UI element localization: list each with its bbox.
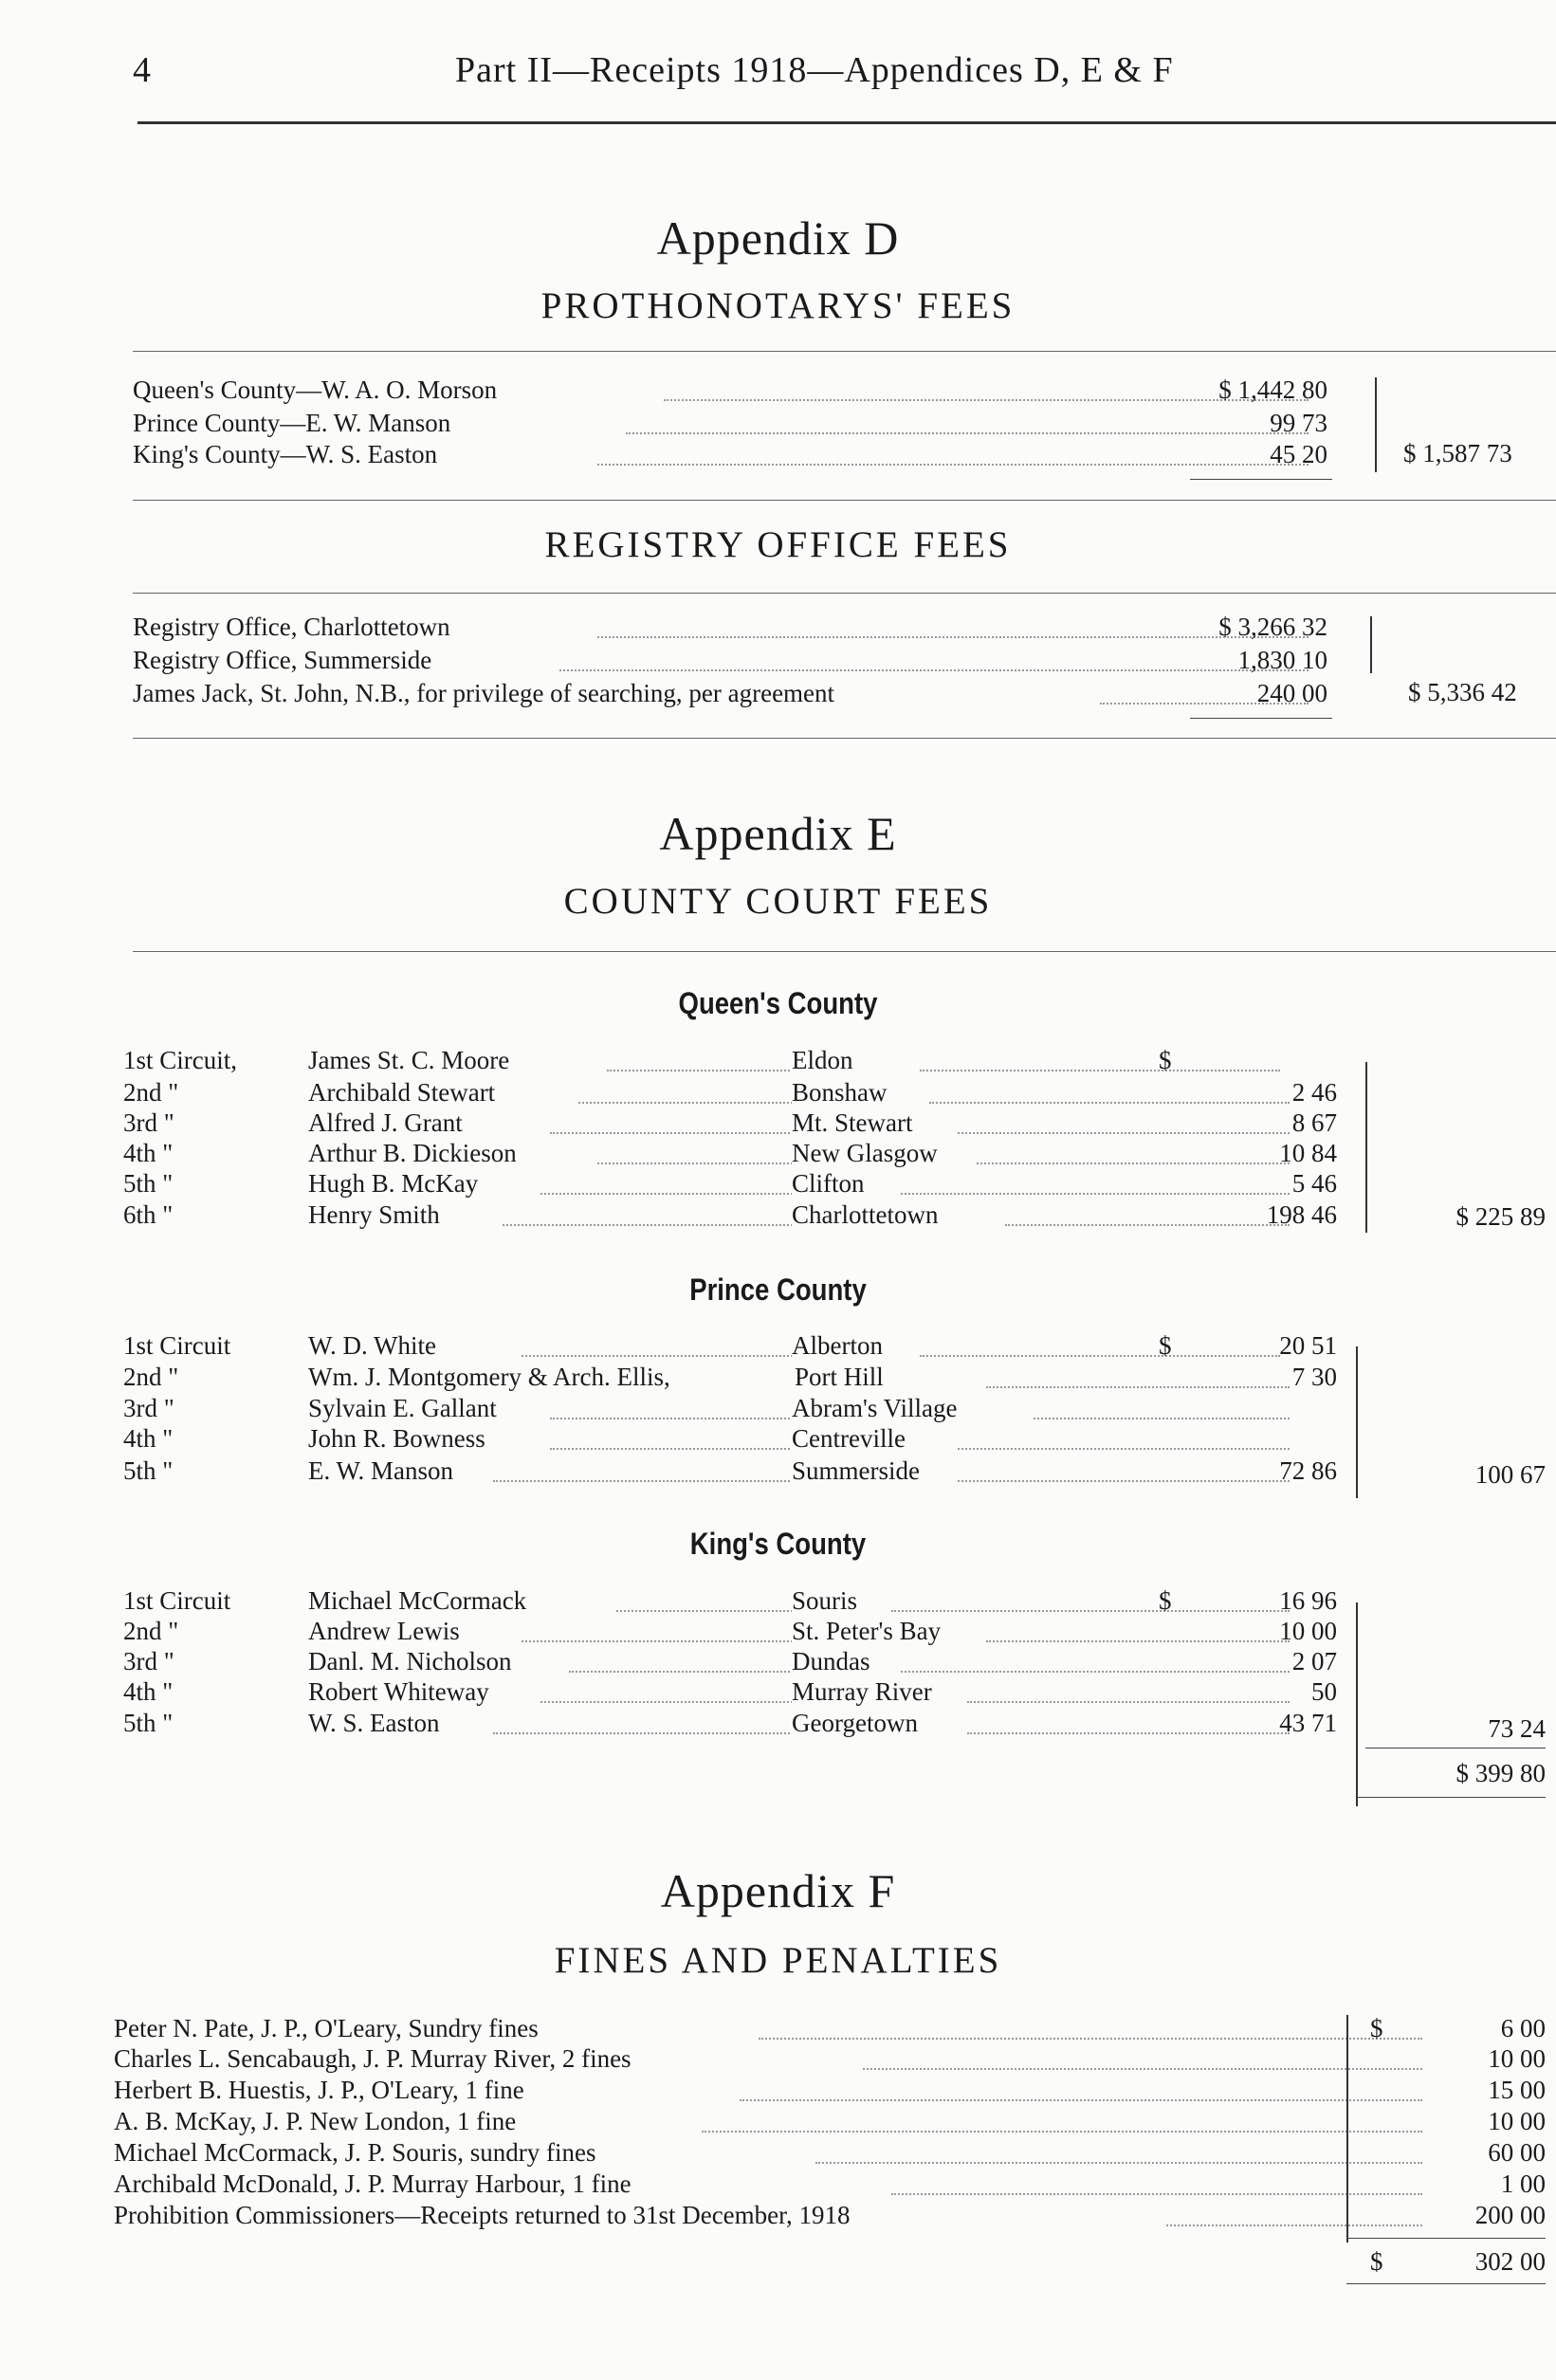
circuit: 6th " bbox=[123, 1200, 174, 1229]
circuit: 5th " bbox=[123, 1456, 174, 1485]
place: Souris bbox=[792, 1585, 861, 1617]
row-amount: 15 00 bbox=[1488, 2076, 1546, 2104]
row-label: Prohibition Commissioners—Receipts returned to 31st December, 1918 bbox=[114, 2200, 854, 2231]
circuit: 1st Circuit, bbox=[123, 1046, 237, 1074]
judge: Michael McCormack bbox=[308, 1585, 530, 1617]
circuit: 4th " bbox=[123, 1424, 174, 1453]
judge: John R. Bowness bbox=[308, 1423, 489, 1455]
prince-county-title: Prince County bbox=[689, 1272, 867, 1307]
prince-county-total: 100 67 bbox=[1474, 1460, 1546, 1489]
judge: Wm. J. Montgomery & Arch. Ellis, bbox=[308, 1362, 674, 1393]
bracket-line bbox=[1356, 1602, 1358, 1806]
table-row bbox=[133, 375, 1327, 406]
row-label: Archibald McDonald, J. P. Murray Harbour, 1 fine bbox=[114, 2169, 635, 2200]
bracket-line bbox=[1365, 1062, 1367, 1233]
circuit: 5th " bbox=[123, 1169, 174, 1198]
registry-total: $ 5,336 42 bbox=[1408, 678, 1517, 706]
row-label: Registry Office, Summerside bbox=[133, 645, 435, 676]
bracket-line bbox=[1370, 616, 1372, 673]
amount: 198 46 bbox=[1266, 1200, 1337, 1229]
row-label: Peter N. Pate, J. P., O'Leary, Sundry fines bbox=[114, 2013, 542, 2044]
fines-heading: FINES AND PENALTIES bbox=[554, 1940, 1002, 1981]
amount: 43 71 bbox=[1279, 1709, 1337, 1737]
row-amount: $ 3,266 32 bbox=[1218, 613, 1327, 641]
amount: 50 bbox=[1311, 1677, 1337, 1706]
dollar-sign: $ bbox=[1159, 1331, 1172, 1360]
judge: Danl. M. Nicholson bbox=[308, 1646, 515, 1677]
table-row bbox=[133, 645, 1327, 676]
header-rule bbox=[137, 121, 1556, 124]
table-row bbox=[133, 408, 1327, 439]
row-label: Queen's County—W. A. O. Morson bbox=[133, 375, 501, 406]
table-row bbox=[114, 2169, 1546, 2200]
subtotal-rule bbox=[1190, 718, 1332, 719]
amount: 72 86 bbox=[1279, 1456, 1337, 1485]
place: Charlottetown bbox=[792, 1199, 942, 1231]
place: Georgetown bbox=[792, 1708, 922, 1739]
table-row bbox=[114, 2137, 1546, 2169]
judge: W. S. Easton bbox=[308, 1708, 444, 1739]
amount: 5 46 bbox=[1291, 1169, 1337, 1198]
table-row bbox=[114, 2075, 1546, 2106]
divider bbox=[133, 351, 1556, 352]
table-row bbox=[114, 2013, 1546, 2044]
table-row bbox=[123, 1362, 1337, 1393]
table-row bbox=[133, 678, 1327, 709]
table-row bbox=[123, 1708, 1337, 1739]
row-amount: 60 00 bbox=[1488, 2138, 1546, 2167]
queens-county-title: Queen's County bbox=[678, 986, 878, 1020]
divider bbox=[133, 951, 1556, 952]
row-amount: 1 00 bbox=[1500, 2169, 1546, 2198]
table-row bbox=[123, 1585, 1337, 1617]
prothonotary-total: $ 1,587 73 bbox=[1403, 439, 1512, 467]
dollar-sign: $ bbox=[1159, 1046, 1172, 1074]
total-rule bbox=[1356, 1797, 1546, 1798]
place: St. Peter's Bay bbox=[792, 1616, 944, 1647]
row-amount: 10 00 bbox=[1488, 2107, 1546, 2135]
running-head bbox=[133, 49, 1556, 97]
table-row bbox=[123, 1138, 1337, 1169]
subtotal-rule bbox=[1190, 479, 1332, 480]
circuit: 3rd " bbox=[123, 1394, 174, 1422]
judge: James St. C. Moore bbox=[308, 1045, 513, 1076]
table-row bbox=[123, 1168, 1337, 1199]
amount: 2 46 bbox=[1291, 1078, 1337, 1107]
circuit: 5th " bbox=[123, 1709, 174, 1737]
place: Dundas bbox=[792, 1646, 874, 1677]
divider bbox=[133, 593, 1556, 594]
amount: 10 00 bbox=[1279, 1617, 1337, 1645]
judge: Andrew Lewis bbox=[308, 1616, 464, 1647]
place: Mt. Stewart bbox=[792, 1108, 917, 1139]
circuit: 4th " bbox=[123, 1677, 174, 1706]
table-row bbox=[123, 1393, 1337, 1424]
appendix-d-title: Appendix D bbox=[656, 211, 900, 265]
amount: 20 51 bbox=[1279, 1331, 1337, 1360]
place: Bonshaw bbox=[792, 1077, 891, 1108]
row-label: Michael McCormack, J. P. Souris, sundry fines bbox=[114, 2137, 599, 2169]
total-rule bbox=[1346, 2238, 1546, 2239]
row-label: Registry Office, Charlottetown bbox=[133, 612, 454, 643]
table-row bbox=[114, 2106, 1546, 2137]
bracket-line bbox=[1356, 1346, 1358, 1498]
kings-county-total: 73 24 bbox=[1488, 1714, 1546, 1743]
row-amount: 6 00 bbox=[1500, 2014, 1546, 2042]
place: Centreville bbox=[792, 1423, 909, 1455]
county-court-heading: COUNTY COURT FEES bbox=[563, 881, 993, 922]
table-row bbox=[123, 1330, 1337, 1362]
county-court-grand-total: $ 399 80 bbox=[1455, 1759, 1546, 1787]
row-label: A. B. McKay, J. P. New London, 1 fine bbox=[114, 2106, 520, 2137]
table-row bbox=[114, 2200, 1546, 2231]
row-label: King's County—W. S. Easton bbox=[133, 439, 441, 470]
place: Alberton bbox=[792, 1330, 887, 1362]
table-row bbox=[123, 1423, 1337, 1455]
place: Eldon bbox=[792, 1045, 857, 1076]
row-label: James Jack, St. John, N.B., for privilege of searching, per agreement bbox=[133, 678, 838, 709]
dollar-sign: $ bbox=[1159, 1586, 1172, 1615]
dollar-sign: $ bbox=[1370, 2014, 1383, 2042]
judge: Archibald Stewart bbox=[308, 1077, 499, 1108]
amount: 16 96 bbox=[1279, 1586, 1337, 1615]
circuit: 2nd " bbox=[123, 1078, 179, 1107]
kings-county-title: King's County bbox=[689, 1527, 867, 1561]
circuit: 4th " bbox=[123, 1139, 174, 1167]
fines-total: 302 00 bbox=[1474, 2247, 1546, 2276]
table-row bbox=[133, 439, 1327, 470]
judge: W. D. White bbox=[308, 1330, 440, 1362]
row-amount: 200 00 bbox=[1474, 2201, 1546, 2229]
amount: 2 07 bbox=[1291, 1647, 1337, 1675]
place: Summerside bbox=[792, 1455, 924, 1487]
running-title: Part II—Receipts 1918—Appendices D, E & F bbox=[455, 50, 1174, 90]
amount: 10 84 bbox=[1279, 1139, 1337, 1167]
row-amount: 10 00 bbox=[1488, 2044, 1546, 2073]
judge: Henry Smith bbox=[308, 1199, 444, 1231]
row-label: Prince County—E. W. Manson bbox=[133, 408, 454, 439]
judge: Hugh B. McKay bbox=[308, 1168, 482, 1199]
table-row bbox=[123, 1045, 1337, 1076]
amount: 8 67 bbox=[1291, 1108, 1337, 1137]
table-row bbox=[123, 1676, 1337, 1708]
place: New Glasgow bbox=[792, 1138, 942, 1169]
table-row bbox=[123, 1199, 1337, 1231]
judge: Alfred J. Grant bbox=[308, 1108, 467, 1139]
row-amount: 99 73 bbox=[1270, 409, 1327, 437]
row-label: Herbert B. Huestis, J. P., O'Leary, 1 fine bbox=[114, 2075, 528, 2106]
page-number: 4 bbox=[133, 50, 152, 90]
judge: Robert Whiteway bbox=[308, 1676, 493, 1708]
place: Port Hill bbox=[795, 1362, 888, 1393]
appendix-f-title: Appendix F bbox=[660, 1864, 896, 1917]
registry-heading: REGISTRY OFFICE FEES bbox=[544, 524, 1012, 565]
table-row bbox=[123, 1646, 1337, 1677]
divider bbox=[133, 738, 1556, 739]
circuit: 3rd " bbox=[123, 1108, 174, 1137]
judge: Arthur B. Dickieson bbox=[308, 1138, 521, 1169]
row-amount: 45 20 bbox=[1270, 440, 1327, 468]
total-rule bbox=[1346, 2283, 1546, 2284]
circuit: 1st Circuit bbox=[123, 1586, 231, 1615]
table-row bbox=[123, 1616, 1337, 1647]
queens-county-total: $ 225 89 bbox=[1455, 1202, 1546, 1231]
table-row bbox=[123, 1108, 1337, 1139]
table-row bbox=[133, 612, 1327, 643]
dollar-sign: $ bbox=[1370, 2247, 1383, 2276]
judge: Sylvain E. Gallant bbox=[308, 1393, 501, 1424]
bracket-line bbox=[1346, 2015, 1348, 2243]
place: Clifton bbox=[792, 1168, 869, 1199]
row-amount: 1,830 10 bbox=[1237, 646, 1327, 674]
divider bbox=[133, 500, 1556, 501]
row-amount: $ 1,442 80 bbox=[1218, 375, 1327, 404]
amount: 7 30 bbox=[1291, 1363, 1337, 1391]
table-row bbox=[114, 2043, 1546, 2075]
circuit: 3rd " bbox=[123, 1647, 174, 1675]
prothonotary-heading: PROTHONOTARYS' FEES bbox=[540, 285, 1016, 326]
row-label: Charles L. Sencabaugh, J. P. Murray River, 2 fines bbox=[114, 2043, 635, 2075]
circuit: 2nd " bbox=[123, 1363, 179, 1391]
circuit: 2nd " bbox=[123, 1617, 179, 1645]
place: Murray River bbox=[792, 1676, 936, 1708]
table-row bbox=[123, 1077, 1337, 1108]
table-row bbox=[123, 1455, 1337, 1487]
circuit: 1st Circuit bbox=[123, 1331, 231, 1360]
judge: E. W. Manson bbox=[308, 1455, 457, 1487]
bracket-line bbox=[1375, 377, 1377, 472]
place: Abram's Village bbox=[792, 1393, 961, 1424]
row-amount: 240 00 bbox=[1256, 679, 1327, 707]
appendix-e-title: Appendix E bbox=[659, 807, 897, 860]
